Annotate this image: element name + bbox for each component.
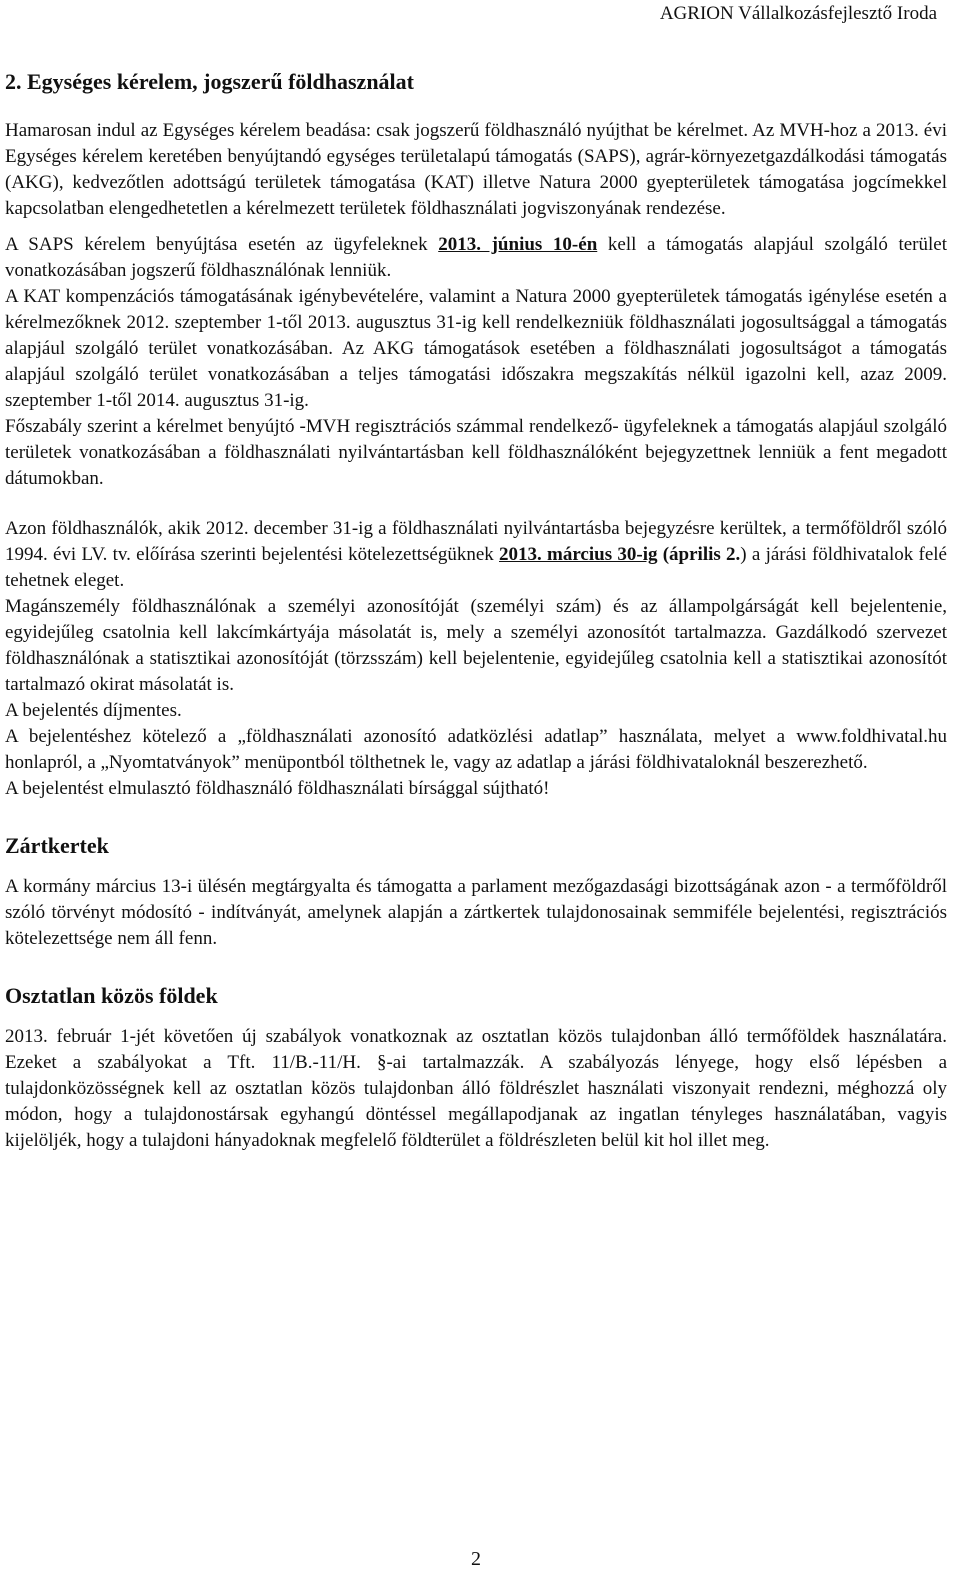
page-header: AGRION Vállalkozásfejlesztő Iroda: [659, 3, 937, 24]
paragraph-private-person: Magánszemély földhasználónak a személyi azonosítóját (személyi szám) és az állampolgárságát kell bejelentenie, egyidejűleg csatolnia kell lakcímkártyája másolatát is, mely a személyi azonosítót tartalmazza. Gazdálkodó szervezet földhasználónak a statisztikai azonosítóját (törzsszám) kell bejelentenie, egyidejűleg csatolnia kell a statisztikai azonosítót tartalmazó okirat másolatát is.: [5, 596, 947, 695]
paragraph-saps: [5, 232, 947, 284]
paragraph-kat: A KAT kompenzációs támogatásának igénybevételére, valamint a Natura 2000 gyepterületek támogatás igénylése esetén a kérelmezőknek 2012. szeptember 1-től 2013. augusztus 31-ig kell rendelkezniük földhasználati jogosultsággal a támogatás alapjául szolgáló terület vonatkozásában. Az AKG támogatások esetében a földhasználati jogosultságot a támogatás alapjául szolgáló terület vonatkozásában a teljes támogatási időszakra megszakítás nélkül igazolni kell, azaz 2009. szeptember 1-től 2014. augusztus 31-ig.: [5, 286, 947, 411]
osztatlan-text: 2013. február 1-jét követően új szabályok vonatkoznak az osztatlan közös tulajdonban álló termőföldek használatára. Ezeket a szabályokat a Tft. 11/B.-11/H. §-ai tartalmazzák. A szabályozás lényege, hogy első lépésben a tulajdonközösségnek kell az osztatlan közös tulajdonban álló földrészlet használati viszonyait rendezni, méghozzá oly módon, hogy a tulajdonostársak egyhangú döntéssel megállapodjanak az ingatlan tényleges használatában, vagyis kijelöljék, hogy a tulajdoni hányadoknak megfelelő földterület a földrészleten belül kit hol illet meg.: [5, 1026, 947, 1151]
saps-text-c: kell a támogatás alapjául szolgáló terület vonatkozásában jogszerű földhasználónak lenniük.: [5, 234, 948, 281]
zartkertek-title: Zártkertek: [5, 833, 109, 858]
saps-text-a: A SAPS kérelem benyújtása esetén az ügyfeleknek: [5, 234, 439, 255]
page-content: [5, 68, 947, 1154]
saps-deadline: 2013. június 10-én: [438, 234, 598, 255]
notif-text-a: Azon földhasználók, akik 2012. december 31-ig a földhasználati nyilvántartásba bejegyzésre kerültek, a termőföldről szóló 1994. évi LV. tv. előírása szerinti bejelentési kötelezettségüknek: [5, 518, 947, 565]
paragraph-free-of-charge: A bejelentés díjmentes.: [5, 700, 182, 721]
section-title: 2. Egységes kérelem, jogszerű földhasználat: [5, 69, 414, 94]
paragraph-main-rule: Főszabály szerint a kérelmet benyújtó -MVH regisztrációs számmal rendelkező- ügyfeleknek a támogatás alapjául szolgáló területek vonatkozásában a földhasználati nyilvántartásban kell földhasználóként bejegyzettnek lenniük a fent megadott dátumokban.: [5, 416, 947, 489]
document-page: [5, 0, 947, 1585]
paragraph-notification-deadline: [5, 516, 947, 594]
notif-alt-deadline: (április 2.: [662, 544, 741, 565]
paragraph-fine: A bejelentést elmulasztó földhasználó földhasználati bírsággal sújtható!: [5, 778, 550, 799]
paragraph-form: A bejelentéshez kötelező a „földhasználati azonosító adatközlési adatlap” használata, melyet a www.foldhivatal.hu honlapról, a „Nyomtatványok” menüpontból tölthetnek le, vagy az adatlap a járási földhivataloknál beszerezhető.: [5, 726, 947, 773]
notif-text-e: ) a járási földhivatalok felé tehetnek eleget.: [5, 544, 947, 591]
notif-deadline: 2013. március 30-ig: [499, 544, 658, 565]
paragraph-intro: Hamarosan indul az Egységes kérelem beadása: csak jogszerű földhasználó nyújthat be kérelmet. Az MVH-hoz a 2013. évi Egységes kérelem keretében benyújtandó egységes területalapú támogatás (SAPS), agrár-környezetgazdálkodási támogatás (AKG), kedvezőtlen adottságú területek támogatása (KAT) illetve Natura 2000 gyepterületek támogatása jogcímekkel kapcsolatban elengedhetetlen a kérelmezett területek földhasználati jogviszonyának rendezése.: [5, 120, 947, 219]
osztatlan-title: Osztatlan közös földek: [5, 983, 218, 1008]
page-number: 2: [471, 1548, 481, 1570]
zartkertek-text: A kormány március 13-i ülésén megtárgyalta és támogatta a parlament mezőgazdasági bizottságának azon - a termőföldről szóló törvényt módosító - indítványát, amelynek alapján a zártkertek tulajdonosainak semmiféle bejelentési, regisztrációs kötelezettsége nem áll fenn.: [5, 876, 947, 949]
